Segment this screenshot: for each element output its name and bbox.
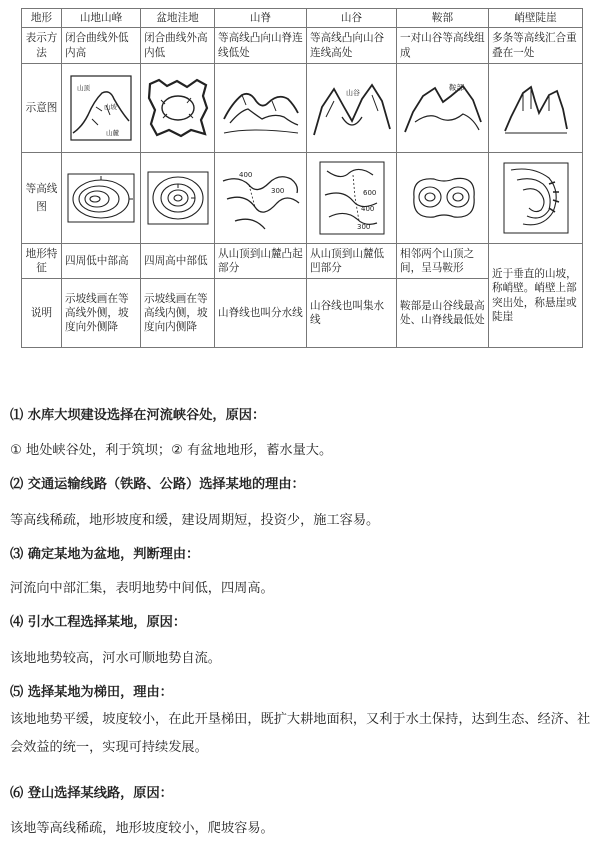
method-cell: 闭合曲线外高内低: [141, 28, 215, 64]
question-1: ⑴ 水库大坝建设选择在河流峡谷处，原因：: [10, 408, 266, 423]
mountain-illustration: [62, 64, 141, 153]
mountain-sketch: [70, 75, 132, 141]
valley-value: 300: [356, 223, 370, 231]
label-slope: 山坡: [104, 103, 117, 111]
answer-5: 该地地势平缓，坡度较小，在此开垦梯田，既扩大耕地面积，又利于水土保持，达到生态、经济、社会效益的统一，实现可持续发展。: [10, 712, 591, 755]
method-cell: 等高线凸向山脊连线低处: [215, 28, 307, 64]
method-row: [22, 28, 583, 64]
contour-label: 等高线图: [22, 153, 62, 244]
valley-contour-map: [319, 161, 385, 235]
note-label: 说明: [22, 279, 62, 348]
note-cell: 鞍部是山谷线最高处、山脊线最低处: [397, 279, 489, 348]
basin-contour-map: [147, 171, 209, 225]
cliff-description: 近于垂直的山坡，称峭壁。峭壁上部突出处，称悬崖或陡崖: [489, 244, 583, 348]
saddle-sketch: [403, 78, 483, 138]
valley-contour: [307, 153, 397, 244]
saddle-contour: [397, 153, 489, 244]
method-cell: 多条等高线汇合重叠在一处: [489, 28, 583, 64]
ridge-value: 400: [238, 171, 252, 179]
method-label: 表示方法: [22, 28, 62, 64]
ridge-contour: [215, 153, 307, 244]
ridge-value: 300: [270, 187, 284, 195]
label-valley: 山谷: [345, 89, 360, 97]
basin-illustration: [141, 64, 215, 153]
ridge-sketch: [222, 79, 300, 137]
mountain-contour: [62, 153, 141, 244]
cliff-sketch: [501, 81, 571, 135]
method-cell: 等高线凸向山谷连线高处: [307, 28, 397, 64]
feature-cell: 从山顶到山麓低凹部分: [307, 244, 397, 279]
question-6: ⑹ 登山选择某线路，原因：: [10, 786, 173, 801]
saddle-illustration: [397, 64, 489, 153]
header-label: 地形: [22, 9, 62, 28]
answer-3: 河流向中部汇集，表明地势中间低，四周高。: [10, 581, 274, 596]
peak-contour-map: [67, 173, 135, 223]
valley-value: 400: [360, 205, 374, 213]
note-cell: 示坡线画在等高线外侧，坡度向外侧降: [62, 279, 141, 348]
ridge-contour-map: [219, 163, 303, 233]
contour-row: [22, 153, 583, 244]
valley-sketch: [312, 77, 392, 139]
method-cell: 闭合曲线外低内高: [62, 28, 141, 64]
header-row: [22, 9, 583, 28]
saddle-contour-map: [404, 167, 482, 229]
method-cell: 一对山谷等高线组成: [397, 28, 489, 64]
cliff-contour: [489, 153, 583, 244]
illustration-row: [22, 64, 583, 153]
header-ridge: 山脊: [215, 9, 307, 28]
basin-sketch: [147, 78, 209, 138]
note-cell: 示坡线画在等高线内侧，坡度向内侧降: [141, 279, 215, 348]
header-cliff: 峭壁陡崖: [489, 9, 583, 28]
ridge-illustration: [215, 64, 307, 153]
answer-2: 等高线稀疏，地形坡度和缓，建设周期短，投资少，施工容易。: [10, 513, 380, 528]
label-saddle: 鞍部: [448, 83, 464, 92]
note-cell: 山脊线也叫分水线: [215, 279, 307, 348]
terrain-table: [21, 8, 583, 348]
basin-contour: [141, 153, 215, 244]
feature-cell: 四周低中部高: [62, 244, 141, 279]
question-5: ⑸ 选择某地为梯田，理由：: [10, 685, 173, 700]
answer-6: 该地等高线稀疏，地形坡度较小，爬坡容易。: [10, 821, 274, 836]
question-3: ⑶ 确定某地为盆地，判断理由：: [10, 547, 200, 562]
cliff-illustration: [489, 64, 583, 153]
illustration-label: 示意图: [22, 64, 62, 153]
feature-row: [22, 244, 583, 279]
feature-cell: 从山顶到山麓凸起部分: [215, 244, 307, 279]
feature-cell: 相邻两个山顶之间，呈马鞍形: [397, 244, 489, 279]
header-valley: 山谷: [307, 9, 397, 28]
answer-1: ① 地处峡谷处，利于筑坝；② 有盆地地形，蓄水量大。: [10, 443, 333, 458]
label-summit: 山顶: [77, 84, 90, 92]
valley-value: 600: [362, 189, 376, 197]
header-basin: 盆地洼地: [141, 9, 215, 28]
answer-4: 该地地势较高，河水可顺地势自流。: [10, 651, 221, 666]
cliff-contour-map: [503, 162, 569, 234]
feature-label: 地形特征: [22, 244, 62, 279]
valley-illustration: [307, 64, 397, 153]
question-2: ⑵ 交通运输线路（铁路、公路）选择某地的理由：: [10, 477, 305, 492]
question-4: ⑷ 引水工程选择某地，原因：: [10, 615, 187, 630]
header-mountain-peak: 山地山峰: [62, 9, 141, 28]
note-cell: 山谷线也叫集水线: [307, 279, 397, 348]
header-saddle: 鞍部: [397, 9, 489, 28]
label-foot: 山麓: [106, 129, 119, 137]
feature-cell: 四周高中部低: [141, 244, 215, 279]
